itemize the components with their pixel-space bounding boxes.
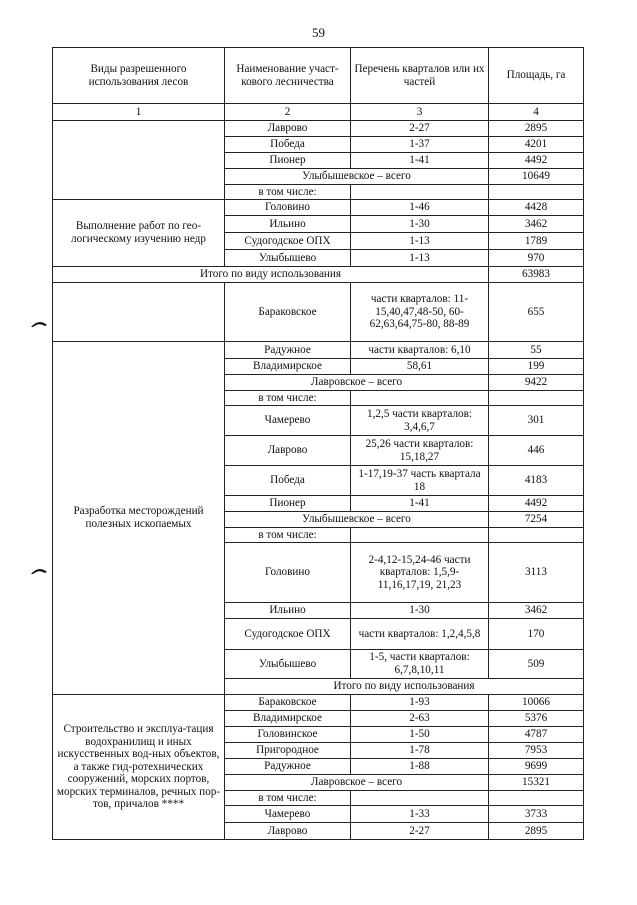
forestry-cell: Лаврово: [225, 436, 351, 466]
area-cell: 655: [489, 283, 584, 342]
table-row: [53, 695, 584, 711]
forestry-cell: Победа: [225, 137, 351, 153]
area-cell: 301: [489, 406, 584, 436]
area-cell: 2895: [489, 121, 584, 137]
quarters-cell: 1-13: [351, 233, 489, 250]
area-cell: 970: [489, 250, 584, 267]
total-row: [53, 267, 584, 283]
empty-cell: [489, 391, 584, 406]
forestry-cell: Судогодское ОПХ: [225, 233, 351, 250]
area-cell: 4183: [489, 466, 584, 496]
forestry-cell: Владимирское: [225, 711, 351, 727]
table-row: [53, 342, 584, 359]
area-cell: 446: [489, 436, 584, 466]
forestry-cell: Головино: [225, 543, 351, 603]
quarters-cell: 1-37: [351, 137, 489, 153]
empty-cell: [489, 528, 584, 543]
total-label: Итого по виду использования: [53, 267, 489, 283]
quarters-cell: 1-78: [351, 743, 489, 759]
empty-cell: [489, 791, 584, 806]
usage-type-geology: Выполнение работ по гео-логическому изучению недр: [53, 200, 225, 267]
quarters-cell: 1-5, части кварталов: 6,7,8,10,11: [351, 650, 489, 679]
scan-mark: [30, 565, 48, 575]
header-forestry-name: Наименование участ-кового лесничества: [225, 48, 351, 104]
area-cell: 3733: [489, 806, 584, 823]
forestry-cell: Ильино: [225, 603, 351, 619]
area-cell: 4492: [489, 496, 584, 512]
forestry-cell: Бараковское: [225, 695, 351, 711]
area-cell: 7254: [489, 512, 584, 528]
forestry-cell: Улыбышево: [225, 650, 351, 679]
quarters-cell: 1-13: [351, 250, 489, 267]
forestry-cell: Пионер: [225, 153, 351, 169]
forestry-cell: Пионер: [225, 496, 351, 512]
usage-type-cell: [53, 121, 225, 200]
quarters-cell: 1-33: [351, 806, 489, 823]
area-cell: 15321: [489, 775, 584, 791]
area-cell: 10649: [489, 169, 584, 185]
quarters-cell: 25,26 части кварталов: 15,18,27: [351, 436, 489, 466]
empty-cell: [489, 185, 584, 200]
subtotal-label: Лавровское – всего: [225, 375, 489, 391]
forestry-cell: Радужное: [225, 759, 351, 775]
usage-type-mining: Разработка месторождений полезных ископаемых: [53, 342, 225, 695]
quarters-cell: 1-30: [351, 216, 489, 233]
quarters-cell: 58,61: [351, 359, 489, 375]
table-header-row: [53, 48, 584, 104]
forestry-cell: Лаврово: [225, 823, 351, 840]
subtotal-label: Улыбышевское – всего: [225, 512, 489, 528]
subtotal-label: Лавровское – всего: [225, 775, 489, 791]
area-cell: 509: [489, 650, 584, 679]
total-label: Итого по виду использования: [225, 679, 584, 695]
quarters-cell: 1-41: [351, 496, 489, 512]
area-cell: 7953: [489, 743, 584, 759]
quarters-cell: 1-17,19-37 часть квартала 18: [351, 466, 489, 496]
area-cell: 2895: [489, 823, 584, 840]
area-cell: 3462: [489, 216, 584, 233]
header-area: Площадь, га: [489, 48, 584, 104]
including-label: в том числе:: [225, 791, 351, 806]
quarters-cell: 1-88: [351, 759, 489, 775]
quarters-cell: 2-63: [351, 711, 489, 727]
quarters-cell: 2-27: [351, 121, 489, 137]
empty-cell: [351, 791, 489, 806]
column-number-row: [53, 104, 584, 121]
area-cell: 4428: [489, 200, 584, 216]
forestry-cell: Головинское: [225, 727, 351, 743]
empty-cell: [351, 391, 489, 406]
area-cell: 4787: [489, 727, 584, 743]
column-number: 1: [53, 104, 225, 121]
forestry-cell: Победа: [225, 466, 351, 496]
forestry-cell: Владимирское: [225, 359, 351, 375]
area-cell: 55: [489, 342, 584, 359]
area-cell: 10066: [489, 695, 584, 711]
forestry-cell: Лаврово: [225, 121, 351, 137]
column-number: 4: [489, 104, 584, 121]
area-cell: 4201: [489, 137, 584, 153]
quarters-cell: 1-30: [351, 603, 489, 619]
forestry-cell: Радужное: [225, 342, 351, 359]
area-cell: 9422: [489, 375, 584, 391]
quarters-cell: 2-4,12-15,24-46 части кварталов: 1,5,9-11,16,17,19, 21,23: [351, 543, 489, 603]
forestry-cell: Чамерево: [225, 406, 351, 436]
forestry-cell: Ильино: [225, 216, 351, 233]
quarters-cell: части кварталов: 1,2,4,5,8: [351, 619, 489, 650]
area-cell: 9699: [489, 759, 584, 775]
column-number: 3: [351, 104, 489, 121]
forestry-cell: Бараковское: [225, 283, 351, 342]
column-number: 2: [225, 104, 351, 121]
forestry-cell: Чамерево: [225, 806, 351, 823]
quarters-cell: 1-41: [351, 153, 489, 169]
usage-type-construction: Строительство и эксплуа-тация водохранилищ и иных искусственных вод-ных объектов, а также гид-ротехнических сооружений, морских портов, морских терминалов, речных пор-тов, причалов ****: [53, 695, 225, 840]
header-quarters: Перечень кварталов или их частей: [351, 48, 489, 104]
including-label: в том числе:: [225, 528, 351, 543]
usage-type-cell: [53, 283, 225, 342]
quarters-cell: части кварталов: 6,10: [351, 342, 489, 359]
quarters-cell: части кварталов: 11-15,40,47,48-50, 60-62,63,64,75-80, 88-89: [351, 283, 489, 342]
including-label: в том числе:: [225, 185, 351, 200]
header-usage-type: Виды разрешенного использования лесов: [53, 48, 225, 104]
forestry-cell: Пригородное: [225, 743, 351, 759]
forestry-cell: Улыбышево: [225, 250, 351, 267]
empty-cell: [351, 528, 489, 543]
area-cell: 63983: [489, 267, 584, 283]
page-number: 59: [312, 25, 325, 40]
area-cell: 1789: [489, 233, 584, 250]
quarters-cell: 1-50: [351, 727, 489, 743]
area-cell: 5376: [489, 711, 584, 727]
quarters-cell: 1-93: [351, 695, 489, 711]
table-row: [53, 121, 584, 137]
quarters-cell: 2-27: [351, 823, 489, 840]
forest-use-table: [52, 47, 584, 840]
forestry-cell: Судогодское ОПХ: [225, 619, 351, 650]
area-cell: 4492: [489, 153, 584, 169]
table-row: [53, 283, 584, 342]
quarters-cell: 1-46: [351, 200, 489, 216]
area-cell: 3113: [489, 543, 584, 603]
scan-mark: [30, 318, 48, 328]
area-cell: 170: [489, 619, 584, 650]
area-cell: 199: [489, 359, 584, 375]
table-row: [53, 200, 584, 216]
forestry-cell: Головино: [225, 200, 351, 216]
quarters-cell: 1,2,5 части кварталов: 3,4,6,7: [351, 406, 489, 436]
empty-cell: [351, 185, 489, 200]
subtotal-label: Улыбышевское – всего: [225, 169, 489, 185]
including-label: в том числе:: [225, 391, 351, 406]
area-cell: 3462: [489, 603, 584, 619]
